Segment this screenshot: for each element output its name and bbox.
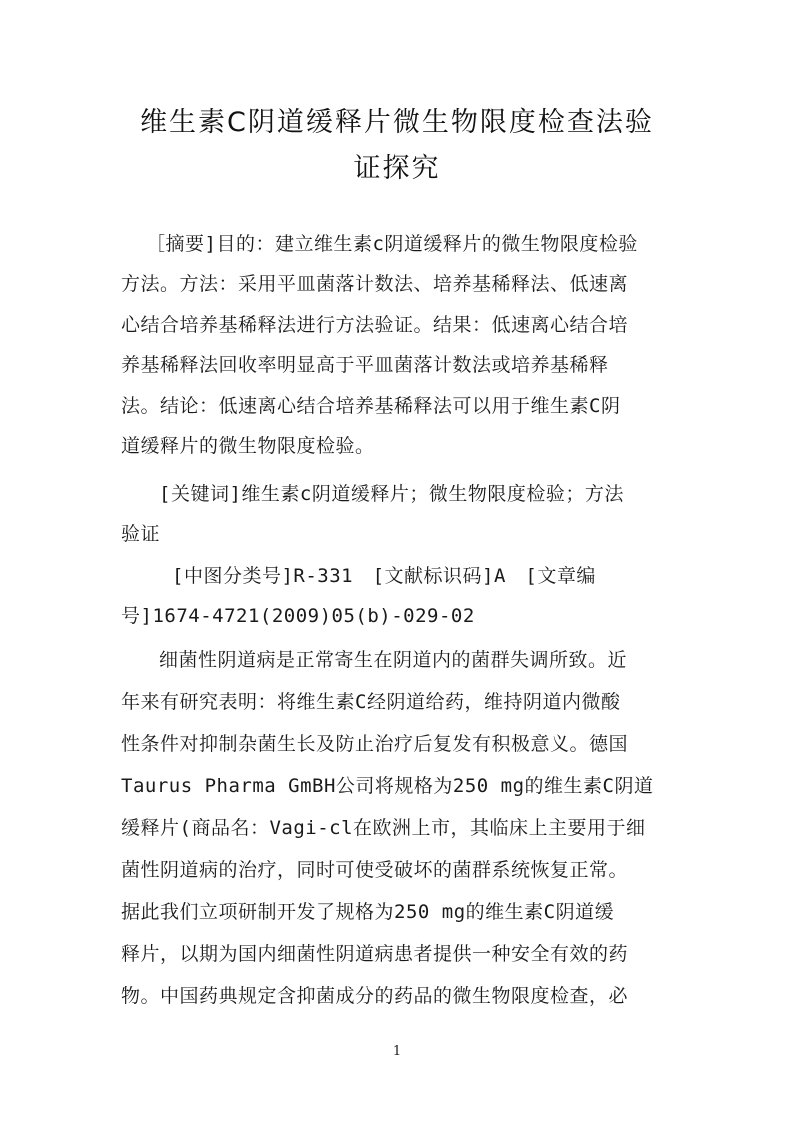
body-paragraph-line: 释片，以期为国内细菌性阴道病患者提供一种安全有效的药 — [121, 943, 629, 965]
keywords-line: [关键词]维生素c阴道缓释片；微生物限度检验；方法 — [159, 483, 624, 505]
keywords-line: 验证 — [121, 523, 161, 545]
abstract-line: 方法。方法：采用平皿菌落计数法、培养基稀释法、低速离 — [121, 273, 629, 295]
abstract-line: 心结合培养基稀释法进行方法验证。结果：低速离心结合培 — [121, 314, 629, 336]
classification-line: 号]1674-4721(2009)05(b)-029-02 — [121, 605, 475, 627]
abstract-line: 道缓释片的微生物限度检验。 — [121, 435, 375, 457]
body-paragraph-line: 缓释片(商品名：Vagi-cl在欧洲上市，其临床上主要用于细 — [121, 817, 646, 839]
body-paragraph-line: 细菌性阴道病是正常寄生在阴道内的菌群失调所致。近 — [159, 649, 628, 671]
body-paragraph-line: 菌性阴道病的治疗，同时可使受破坏的菌群系统恢复正常。 — [121, 859, 629, 881]
abstract-line: ［摘要]目的：建立维生素c阴道缓释片的微生物限度检验 — [146, 233, 638, 255]
abstract-line: 法。结论：低速离心结合培养基稀释法可以用于维生素C阴 — [121, 395, 621, 417]
body-paragraph-line: 物。中国药典规定含抑菌成分的药品的微生物限度检查，必 — [121, 985, 629, 1007]
body-paragraph-line: 年来有研究表明：将维生素C经阴道给药，维持阴道内微酸 — [121, 691, 621, 713]
classification-line: [中图分类号]R-331 [文献标识码]A [文章编 — [172, 565, 596, 587]
body-paragraph-line: Taurus Pharma GmBH公司将规格为250 mg的维生素C阴道 — [121, 775, 654, 797]
body-paragraph-line: 性条件对抑制杂菌生长及防止治疗后复发有积极意义。德国 — [121, 733, 629, 755]
page-title-line-2: 证探究 — [353, 153, 441, 184]
abstract-line: 养基稀释法回收率明显高于平皿菌落计数法或培养基稀释 — [121, 354, 609, 376]
page-title-line-1: 维生素C阴道缓释片微生物限度检查法验 — [140, 107, 654, 138]
body-paragraph-line: 据此我们立项研制开发了规格为250 mg的维生素C阴道缓 — [121, 901, 615, 923]
page-number: 1 — [392, 1044, 402, 1059]
